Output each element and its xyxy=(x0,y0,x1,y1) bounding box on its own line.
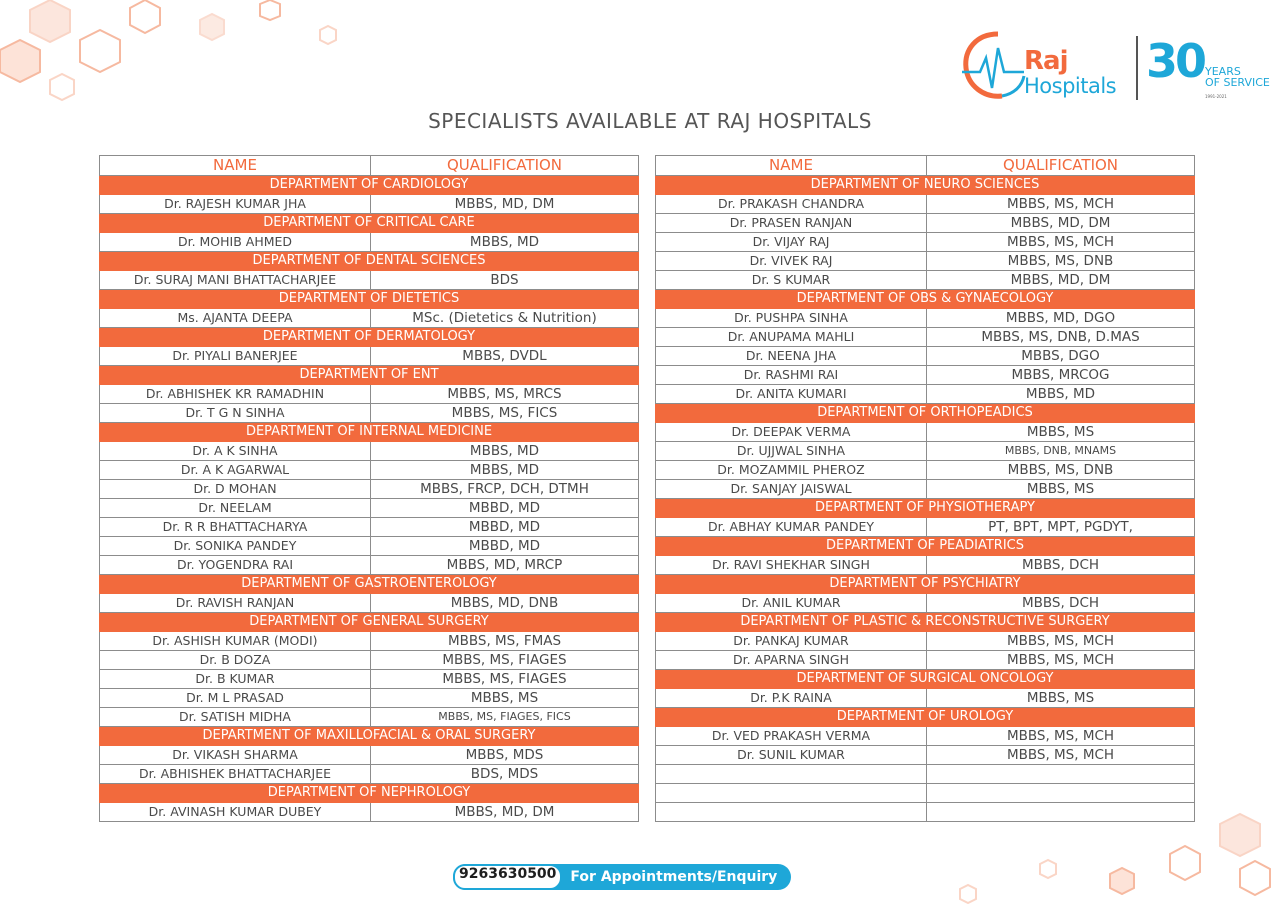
department-label: DEPARTMENT OF CRITICAL CARE xyxy=(100,214,639,233)
doctor-row xyxy=(100,518,639,537)
logo-divider xyxy=(1136,36,1138,100)
department-label: DEPARTMENT OF INTERNAL MEDICINE xyxy=(100,423,639,442)
department-row xyxy=(100,613,639,632)
specialists-table-left xyxy=(99,155,639,822)
department-row xyxy=(656,575,1195,594)
doctor-row xyxy=(100,670,639,689)
doctor-row xyxy=(100,195,639,214)
department-label: DEPARTMENT OF OBS & GYNAECOLOGY xyxy=(656,290,1195,309)
doctor-qualification xyxy=(927,803,1195,822)
doctor-name: Dr. RAVISH RANJAN xyxy=(100,594,371,613)
doctor-name: Dr. ASHISH KUMAR (MODI) xyxy=(100,632,371,651)
column-header-qualification: QUALIFICATION xyxy=(927,156,1195,176)
doctor-row xyxy=(100,271,639,290)
department-row xyxy=(100,575,639,594)
doctor-qualification: MBBD, MD xyxy=(371,518,639,537)
doctor-qualification: MBBS, MD, DGO xyxy=(927,309,1195,328)
department-label: DEPARTMENT OF NEURO SCIENCES xyxy=(656,176,1195,195)
doctor-qualification xyxy=(927,784,1195,803)
department-label: DEPARTMENT OF GENERAL SURGERY xyxy=(100,613,639,632)
doctor-qualification: MBBS, DVDL xyxy=(371,347,639,366)
doctor-qualification: PT, BPT, MPT, PGDYT, xyxy=(927,518,1195,537)
doctor-qualification: MBBS, FRCP, DCH, DTMH xyxy=(371,480,639,499)
department-row xyxy=(656,613,1195,632)
doctor-name: Dr. APARNA SINGH xyxy=(656,651,927,670)
department-row xyxy=(100,214,639,233)
doctor-qualification xyxy=(927,765,1195,784)
department-label: DEPARTMENT OF PSYCHIATRY xyxy=(656,575,1195,594)
doctor-row xyxy=(100,765,639,784)
logo-name-bottom: Hospitals xyxy=(1024,74,1117,98)
doctor-name: Dr. PANKAJ KUMAR xyxy=(656,632,927,651)
doctor-row xyxy=(100,499,639,518)
doctor-name: Dr. PRAKASH CHANDRA xyxy=(656,195,927,214)
department-row xyxy=(656,499,1195,518)
department-row xyxy=(100,423,639,442)
doctor-name: Dr. ANUPAMA MAHLI xyxy=(656,328,927,347)
doctor-row xyxy=(100,385,639,404)
doctor-row xyxy=(100,480,639,499)
doctor-name: Dr. ABHAY KUMAR PANDEY xyxy=(656,518,927,537)
doctor-row xyxy=(100,651,639,670)
doctor-row xyxy=(656,632,1195,651)
doctor-row xyxy=(656,328,1195,347)
department-row xyxy=(656,670,1195,689)
doctor-qualification: BDS xyxy=(371,271,639,290)
doctor-name: Dr. D MOHAN xyxy=(100,480,371,499)
doctor-qualification: MBBS, MS, MCH xyxy=(927,727,1195,746)
doctor-name: Dr. SATISH MIDHA xyxy=(100,708,371,727)
column-header-name: NAME xyxy=(656,156,927,176)
doctor-qualification: MBBS, MS, MRCS xyxy=(371,385,639,404)
doctor-row xyxy=(656,271,1195,290)
doctor-qualification: MBBS, MD, DM xyxy=(371,803,639,822)
doctor-name: Dr. DEEPAK VERMA xyxy=(656,423,927,442)
doctor-qualification: MBBS, MS xyxy=(927,423,1195,442)
doctor-name: Dr. RAVI SHEKHAR SINGH xyxy=(656,556,927,575)
doctor-qualification: MBBS, MD xyxy=(371,442,639,461)
doctor-name: Dr. PIYALI BANERJEE xyxy=(100,347,371,366)
department-label: DEPARTMENT OF ORTHOPEADICS xyxy=(656,404,1195,423)
doctor-row xyxy=(100,689,639,708)
doctor-qualification: MBBS, DCH xyxy=(927,556,1195,575)
doctor-qualification: MBBS, DCH xyxy=(927,594,1195,613)
department-row xyxy=(100,727,639,746)
doctor-row xyxy=(656,366,1195,385)
doctor-qualification: MBBS, MS, FMAS xyxy=(371,632,639,651)
doctor-qualification: MBBS, MS xyxy=(927,689,1195,708)
doctor-row xyxy=(656,195,1195,214)
doctor-name: Dr. M L PRASAD xyxy=(100,689,371,708)
empty-row xyxy=(656,803,1195,822)
doctor-row xyxy=(100,746,639,765)
doctor-row xyxy=(100,632,639,651)
doctor-qualification: MBBS, MD, DM xyxy=(927,271,1195,290)
doctor-name: Dr. SURAJ MANI BHATTACHARJEE xyxy=(100,271,371,290)
department-row xyxy=(100,176,639,195)
hospital-logo-mark-icon xyxy=(958,28,1028,104)
doctor-name: Dr. AVINASH KUMAR DUBEY xyxy=(100,803,371,822)
doctor-name: Dr. NEENA JHA xyxy=(656,347,927,366)
doctor-row xyxy=(100,803,639,822)
doctor-name xyxy=(656,784,927,803)
doctor-row xyxy=(100,233,639,252)
department-label: DEPARTMENT OF PEADIATRICS xyxy=(656,537,1195,556)
doctor-row xyxy=(656,385,1195,404)
doctor-row xyxy=(656,233,1195,252)
doctor-name: Dr. VED PRAKASH VERMA xyxy=(656,727,927,746)
department-label: DEPARTMENT OF ENT xyxy=(100,366,639,385)
department-row xyxy=(100,366,639,385)
doctor-name: Dr. B KUMAR xyxy=(100,670,371,689)
column-header-qualification: QUALIFICATION xyxy=(371,156,639,176)
department-row xyxy=(100,328,639,347)
doctor-row xyxy=(656,480,1195,499)
doctor-name: Dr. PRASEN RANJAN xyxy=(656,214,927,233)
doctor-qualification: MBBS, MS, MCH xyxy=(927,651,1195,670)
doctor-qualification: MBBS, MD xyxy=(927,385,1195,404)
doctor-name: Ms. AJANTA DEEPA xyxy=(100,309,371,328)
doctor-qualification: MBBD, MD xyxy=(371,499,639,518)
doctor-row xyxy=(656,309,1195,328)
doctor-row xyxy=(656,347,1195,366)
department-label: DEPARTMENT OF SURGICAL ONCOLOGY xyxy=(656,670,1195,689)
doctor-qualification: MBBS, MS, DNB xyxy=(927,461,1195,480)
doctor-name: Dr. R R BHATTACHARYA xyxy=(100,518,371,537)
doctor-row xyxy=(100,404,639,423)
doctor-row xyxy=(100,556,639,575)
doctor-row xyxy=(656,556,1195,575)
doctor-row xyxy=(100,309,639,328)
doctor-qualification: MBBD, MD xyxy=(371,537,639,556)
doctor-name: Dr. RASHMI RAI xyxy=(656,366,927,385)
doctor-name xyxy=(656,803,927,822)
specialists-table-right xyxy=(655,155,1195,822)
doctor-name: Dr. SANJAY JAISWAL xyxy=(656,480,927,499)
doctor-name: Dr. ABHISHEK BHATTACHARJEE xyxy=(100,765,371,784)
doctor-qualification: MBBS, MS xyxy=(371,689,639,708)
department-row xyxy=(656,537,1195,556)
doctor-qualification: MBBS, MS xyxy=(927,480,1195,499)
doctor-name: Dr. T G N SINHA xyxy=(100,404,371,423)
department-row xyxy=(656,290,1195,309)
doctor-name: Dr. VIKASH SHARMA xyxy=(100,746,371,765)
doctor-name: Dr. VIVEK RAJ xyxy=(656,252,927,271)
doctor-name: Dr. PUSHPA SINHA xyxy=(656,309,927,328)
doctor-name: Dr. P.K RAINA xyxy=(656,689,927,708)
table-header-row xyxy=(100,156,639,176)
doctor-row xyxy=(100,537,639,556)
logo-name-top: Raj xyxy=(1024,46,1068,76)
doctor-qualification: MBBS, MDS xyxy=(371,746,639,765)
department-label: DEPARTMENT OF UROLOGY xyxy=(656,708,1195,727)
doctor-name: Dr. NEELAM xyxy=(100,499,371,518)
doctor-qualification: MBBS, MS, MCH xyxy=(927,233,1195,252)
doctor-qualification: MSc. (Dietetics & Nutrition) xyxy=(371,309,639,328)
doctor-name: Dr. SUNIL KUMAR xyxy=(656,746,927,765)
raj-hospitals-logo xyxy=(958,28,1270,106)
doctor-qualification: MBBS, MS, DNB xyxy=(927,252,1195,271)
doctor-qualification: MBBS, MD, DM xyxy=(371,195,639,214)
doctor-name xyxy=(656,765,927,784)
doctor-qualification: MBBS, MS, FICS xyxy=(371,404,639,423)
department-row xyxy=(656,708,1195,727)
doctor-name: Dr. S KUMAR xyxy=(656,271,927,290)
doctor-name: Dr. MOHIB AHMED xyxy=(100,233,371,252)
doctor-row xyxy=(656,461,1195,480)
hexagon-pattern-decoration xyxy=(0,0,380,120)
doctor-row xyxy=(100,461,639,480)
doctor-name: Dr. ANITA KUMARI xyxy=(656,385,927,404)
department-label: DEPARTMENT OF PLASTIC & RECONSTRUCTIVE SURGERY xyxy=(656,613,1195,632)
doctor-name: Dr. B DOZA xyxy=(100,651,371,670)
doctor-qualification: MBBS, DGO xyxy=(927,347,1195,366)
doctor-row xyxy=(656,423,1195,442)
department-label: DEPARTMENT OF DENTAL SCIENCES xyxy=(100,252,639,271)
department-label: DEPARTMENT OF NEPHROLOGY xyxy=(100,784,639,803)
anniversary-text: YEARS OF SERVICE xyxy=(1205,65,1270,89)
doctor-name: Dr. ANIL KUMAR xyxy=(656,594,927,613)
doctor-name: Dr. A K SINHA xyxy=(100,442,371,461)
department-row xyxy=(100,252,639,271)
doctor-row xyxy=(656,651,1195,670)
department-label: DEPARTMENT OF MAXILLOFACIAL & ORAL SURGERY xyxy=(100,727,639,746)
doctor-qualification: BDS, MDS xyxy=(371,765,639,784)
doctor-name: Dr. ABHISHEK KR RAMADHIN xyxy=(100,385,371,404)
doctor-qualification: MBBS, MD, DNB xyxy=(371,594,639,613)
doctor-qualification: MBBS, DNB, MNAMS xyxy=(927,442,1195,461)
doctor-qualification: MBBS, MS, FIAGES xyxy=(371,670,639,689)
department-label: DEPARTMENT OF PHYSIOTHERAPY xyxy=(656,499,1195,518)
doctor-name: Dr. A K AGARWAL xyxy=(100,461,371,480)
doctor-qualification: MBBS, MS, FIAGES xyxy=(371,651,639,670)
doctor-row xyxy=(656,727,1195,746)
department-label: DEPARTMENT OF DERMATOLOGY xyxy=(100,328,639,347)
doctor-row xyxy=(656,594,1195,613)
empty-row xyxy=(656,784,1195,803)
anniversary-years: 1991-2021 xyxy=(1205,94,1227,99)
department-label: DEPARTMENT OF GASTROENTEROLOGY xyxy=(100,575,639,594)
doctor-row xyxy=(656,746,1195,765)
appointment-text: For Appointments/Enquiry xyxy=(570,869,778,885)
doctor-qualification: MBBS, MS, FIAGES, FICS xyxy=(371,708,639,727)
doctor-qualification: MBBS, MD, DM xyxy=(927,214,1195,233)
doctor-name: Dr. RAJESH KUMAR JHA xyxy=(100,195,371,214)
doctor-name: Dr. UJJWAL SINHA xyxy=(656,442,927,461)
doctor-name: Dr. SONIKA PANDEY xyxy=(100,537,371,556)
department-row xyxy=(656,176,1195,195)
column-header-name: NAME xyxy=(100,156,371,176)
doctor-name: Dr. YOGENDRA RAI xyxy=(100,556,371,575)
doctor-qualification: MBBS, MD, MRCP xyxy=(371,556,639,575)
doctor-row xyxy=(656,689,1195,708)
doctor-row xyxy=(656,518,1195,537)
department-label: DEPARTMENT OF DIETETICS xyxy=(100,290,639,309)
doctor-row xyxy=(100,442,639,461)
department-row xyxy=(100,784,639,803)
doctor-row xyxy=(656,252,1195,271)
doctor-qualification: MBBS, MD xyxy=(371,233,639,252)
doctor-qualification: MBBS, MS, MCH xyxy=(927,195,1195,214)
department-row xyxy=(656,404,1195,423)
department-row xyxy=(100,290,639,309)
department-label: DEPARTMENT OF CARDIOLOGY xyxy=(100,176,639,195)
doctor-row xyxy=(656,214,1195,233)
doctor-qualification: MBBS, MD xyxy=(371,461,639,480)
doctor-qualification: MBBS, MRCOG xyxy=(927,366,1195,385)
anniversary-number: 30 xyxy=(1146,34,1205,88)
doctor-qualification: MBBS, MS, MCH xyxy=(927,632,1195,651)
doctor-row xyxy=(100,594,639,613)
doctor-name: Dr. MOZAMMIL PHEROZ xyxy=(656,461,927,480)
doctor-row xyxy=(100,347,639,366)
doctor-qualification: MBBS, MS, DNB, D.MAS xyxy=(927,328,1195,347)
doctor-name: Dr. VIJAY RAJ xyxy=(656,233,927,252)
table-header-row xyxy=(656,156,1195,176)
doctor-row xyxy=(100,708,639,727)
phone-number[interactable]: 9263630500 xyxy=(453,864,562,890)
doctor-row xyxy=(656,442,1195,461)
empty-row xyxy=(656,765,1195,784)
appointment-contact-banner[interactable] xyxy=(453,864,791,890)
page-title: SPECIALISTS AVAILABLE AT RAJ HOSPITALS xyxy=(428,109,872,133)
doctor-qualification: MBBS, MS, MCH xyxy=(927,746,1195,765)
